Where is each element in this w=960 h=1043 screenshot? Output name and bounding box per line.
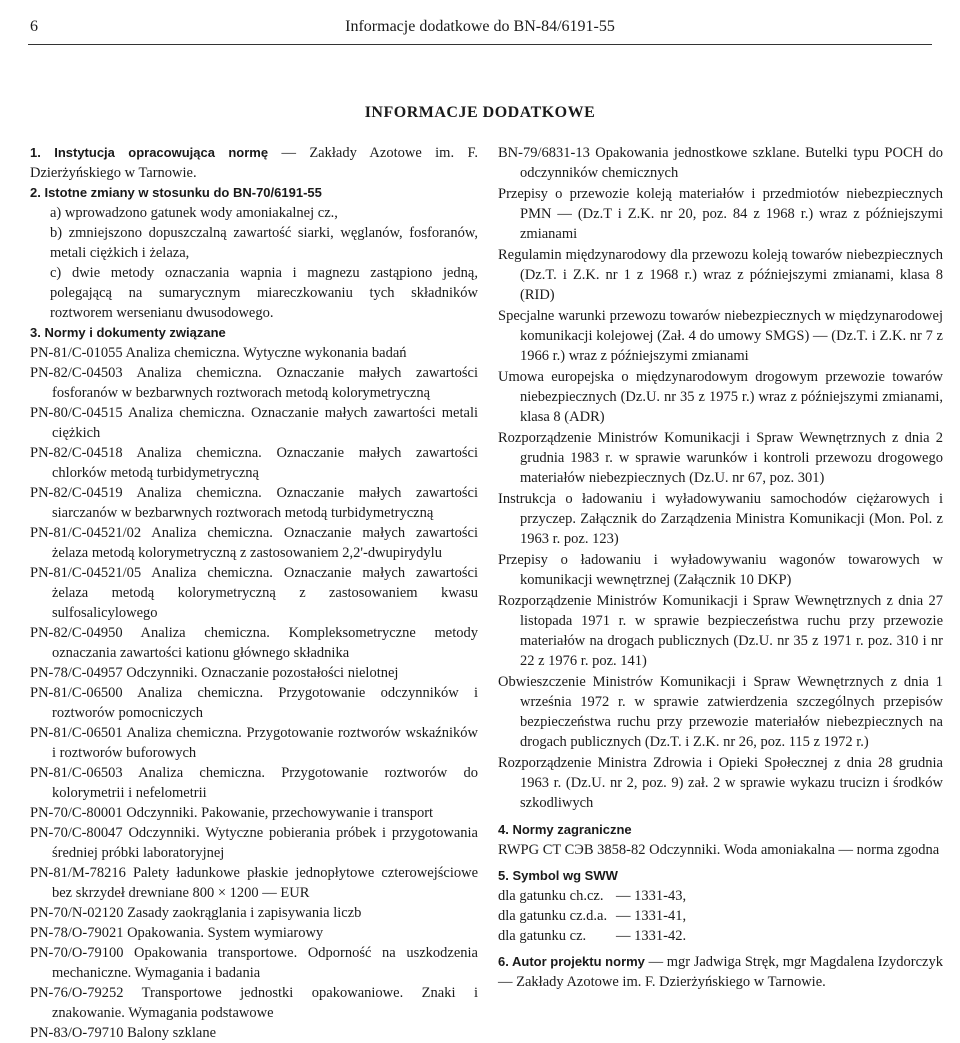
document-item: Umowa europejska o międzynarodowym drogowym przewozie towarów niebezpiecznych (Dz.U. nr 35 z 1975 r.) wraz z późniejszymi zmianami, klasa 8 (ADR)	[498, 369, 943, 425]
related-documents-list	[498, 143, 943, 813]
norm-item: PN-81/C-06500 Analiza chemiczna. Przygotowanie odczynników i roztworów pomocniczych	[30, 685, 478, 721]
left-column	[30, 143, 478, 1043]
norm-item: PN-81/C-04521/02 Analiza chemiczna. Oznaczanie małych zawartości żelaza metodą kolorymetryczną z zastosowaniem 2,2'-dwupirydylu	[30, 525, 478, 561]
norm-item: PN-82/C-04519 Analiza chemiczna. Oznaczanie małych zawartości siarczanów w bezbarwnych roztworach metodą turbidymetryczną	[30, 485, 478, 521]
symbol-label: dla gatunku cz.d.a.	[498, 908, 608, 924]
document-item: Rozporządzenie Ministrów Komunikacji i Spraw Wewnętrznych z dnia 2 grudnia 1983 r. w sprawie warunków i kontroli przewozu drogowego materiałów niebezpiecznych (Dz.U. nr 67, poz. 301)	[498, 430, 943, 486]
document-item: Rozporządzenie Ministra Zdrowia i Opieki Społecznej z dnia 28 grudnia 1963 r. (Dz.U. nr 2, poz. 9) zał. 2 w sprawie wykazu trucizn i środków szkodliwych	[498, 755, 943, 811]
norm-item: PN-81/C-01055 Analiza chemiczna. Wytyczne wykonania badań	[30, 345, 407, 361]
norm-item: PN-81/M-78216 Palety ładunkowe płaskie jednopłytowe czterowejściowe bez skrzydeł drewniane 800 × 1200 — EUR	[30, 865, 478, 901]
norm-item: PN-82/C-04503 Analiza chemiczna. Oznaczanie małych zawartości fosforanów w bezbarwnych roztworach metodą kolorymetryczną	[30, 365, 478, 401]
section-4-heading: 4. Normy zagraniczne	[498, 822, 632, 837]
symbol-label: dla gatunku cz.	[498, 928, 587, 944]
symbol-row	[498, 906, 943, 926]
norm-item: PN-83/O-79710 Balony szklane	[30, 1025, 217, 1041]
page-header	[30, 18, 930, 42]
symbol-value: — 1331-41,	[616, 908, 687, 924]
section-6-heading: 6. Autor projektu normy	[498, 954, 645, 969]
change-item: b) zmniejszono dopuszczalną zawartość siarki, węglanów, fosforanów, metali ciężkich i żelaza,	[50, 225, 478, 261]
document-title: INFORMACJE DODATKOWE	[364, 104, 596, 121]
norm-item: PN-81/C-06501 Analiza chemiczna. Przygotowanie roztworów wskaźników i roztworów buforowych	[30, 725, 478, 761]
running-title: Informacje dodatkowe do BN-84/6191-55	[345, 18, 615, 35]
page-number: 6	[30, 18, 38, 35]
document-item: Regulamin międzynarodowy dla przewozu koleją towarów niebezpiecznych (Dz.T. i Z.K. nr 1 z 1968 r.) wraz z późniejszymi zmianami, klasa 8 (RID)	[498, 247, 943, 303]
section-1-text: — Zakłady Azotowe im. F. Dzierżyńskiego w Tarnowie.	[30, 145, 478, 181]
section-6	[498, 952, 943, 992]
document-item: Specjalne warunki przewozu towarów niebezpiecznych w międzynarodowej komunikacji kolejowej (Zał. 4 do umowy SMGS) — (Dz.T. i Z.K. nr 7 z 1966 r.) wraz z późniejszymi zmianami	[498, 308, 943, 364]
norm-item: PN-78/C-04957 Odczynniki. Oznaczanie pozostałości nielotnej	[30, 665, 399, 681]
section-1-heading: 1. Instytucja opracowująca normę	[30, 145, 269, 160]
section-2-heading: 2. Istotne zmiany w stosunku do BN-70/6191-55	[30, 185, 322, 200]
section-1	[30, 143, 478, 183]
norm-item: PN-70/C-80047 Odczynniki. Wytyczne pobierania próbek i przygotowania średniej próbki laboratoryjnej	[30, 825, 478, 861]
norm-item: PN-70/N-02120 Zasady zaokrąglania i zapisywania liczb	[30, 905, 362, 921]
foreign-norm: RWPG CT СЭВ 3858-82 Odczynniki. Woda amoniakalna — norma zgodna	[498, 842, 940, 858]
symbol-value: — 1331-43,	[616, 888, 687, 904]
symbol-row	[498, 926, 943, 946]
document-item: Obwieszczenie Ministrów Komunikacji i Spraw Wewnętrznych z dnia 1 września 1972 r. w sprawie zatwierdzenia szczególnych przepisów bezpieczeństwa ruchu przy przewozie materiałów niebezpiecznych na drogach publicznych (Dz.T. i Z.K. nr 26, poz. 115 z 1972 r.)	[498, 674, 943, 750]
norm-item: PN-70/C-80001 Odczynniki. Pakowanie, przechowywanie i transport	[30, 805, 434, 821]
change-item: c) dwie metody oznaczania wapnia i magnezu zastąpiono jedną, polegającą na sumarycznym miareczkowaniu tych składników roztworem wersenianu dwusodowego.	[50, 265, 478, 321]
sww-symbol-list	[498, 886, 943, 946]
change-item: a) wprowadzono gatunek wody amoniakalnej cz.,	[50, 205, 338, 221]
document-item: Przepisy o ładowaniu i wyładowywaniu wagonów towarowych w komunikacji wewnętrznej (Załącznik 10 DKP)	[498, 552, 943, 588]
norm-item: PN-80/C-04515 Analiza chemiczna. Oznaczanie małych zawartości metali ciężkich	[30, 405, 478, 441]
section-5-heading: 5. Symbol wg SWW	[498, 868, 618, 883]
section-6-text: — mgr Jadwiga Stręk, mgr Magdalena Izydorczyk — Zakłady Azotowe im. F. Dzierżyńskiego w Tarnowie.	[498, 954, 943, 990]
norm-item: PN-70/O-79100 Opakowania transportowe. Odporność na uszkodzenia mechaniczne. Wymagania i badania	[30, 945, 478, 981]
document-item: Przepisy o przewozie koleją materiałów i przedmiotów niebezpiecznych PMN — (Dz.T i Z.K. nr 20, poz. 84 z 1968 r.) wraz z późniejszymi zmianami	[498, 186, 943, 242]
related-norms-list	[30, 343, 478, 1043]
norm-item: PN-76/O-79252 Transportowe jednostki opakowaniowe. Znaki i znakowanie. Wymagania podstawowe	[30, 985, 478, 1021]
document-item: Instrukcja o ładowaniu i wyładowywaniu samochodów ciężarowych i przyczep. Załącznik do Zarządzenia Ministra Komunikacji (Mon. Pol. z 1963 r. poz. 123)	[498, 491, 943, 547]
symbol-row	[498, 886, 943, 906]
symbol-value: — 1331-42.	[616, 928, 687, 944]
norm-item: PN-82/C-04950 Analiza chemiczna. Kompleksometryczne metody oznaczania zawartości kationu głównego składnika	[30, 625, 478, 661]
section-2-list	[30, 203, 478, 323]
document-item: BN-79/6831-13 Opakowania jednostkowe szklane. Butelki typu POCH do odczynników chemicznych	[498, 145, 943, 181]
right-column	[498, 143, 943, 992]
norm-item: PN-81/C-04521/05 Analiza chemiczna. Oznaczanie małych zawartości żelaza metodą kolorymetryczną z zastosowaniem kwasu sulfosalicylowego	[30, 565, 478, 621]
section-3-heading: 3. Normy i dokumenty związane	[30, 325, 226, 340]
symbol-label: dla gatunku ch.cz.	[498, 888, 604, 904]
norm-item: PN-78/O-79021 Opakowania. System wymiarowy	[30, 925, 324, 941]
header-rule	[28, 44, 932, 45]
document-item: Rozporządzenie Ministrów Komunikacji i Spraw Wewnętrznych z dnia 27 listopada 1971 r. w sprawie bezpieczeństwa ruchu przy przewozie materiałów na drogach publicznych (Dz.U. nr 35 z 1971 r. poz. 310 i nr 22 z 1976 r. poz. 141)	[498, 593, 943, 669]
norm-item: PN-82/C-04518 Analiza chemiczna. Oznaczanie małych zawartości chlorków metodą turbidymetryczną	[30, 445, 478, 481]
norm-item: PN-81/C-06503 Analiza chemiczna. Przygotowanie roztworów do kolorymetrii i nefelometrii	[30, 765, 478, 801]
